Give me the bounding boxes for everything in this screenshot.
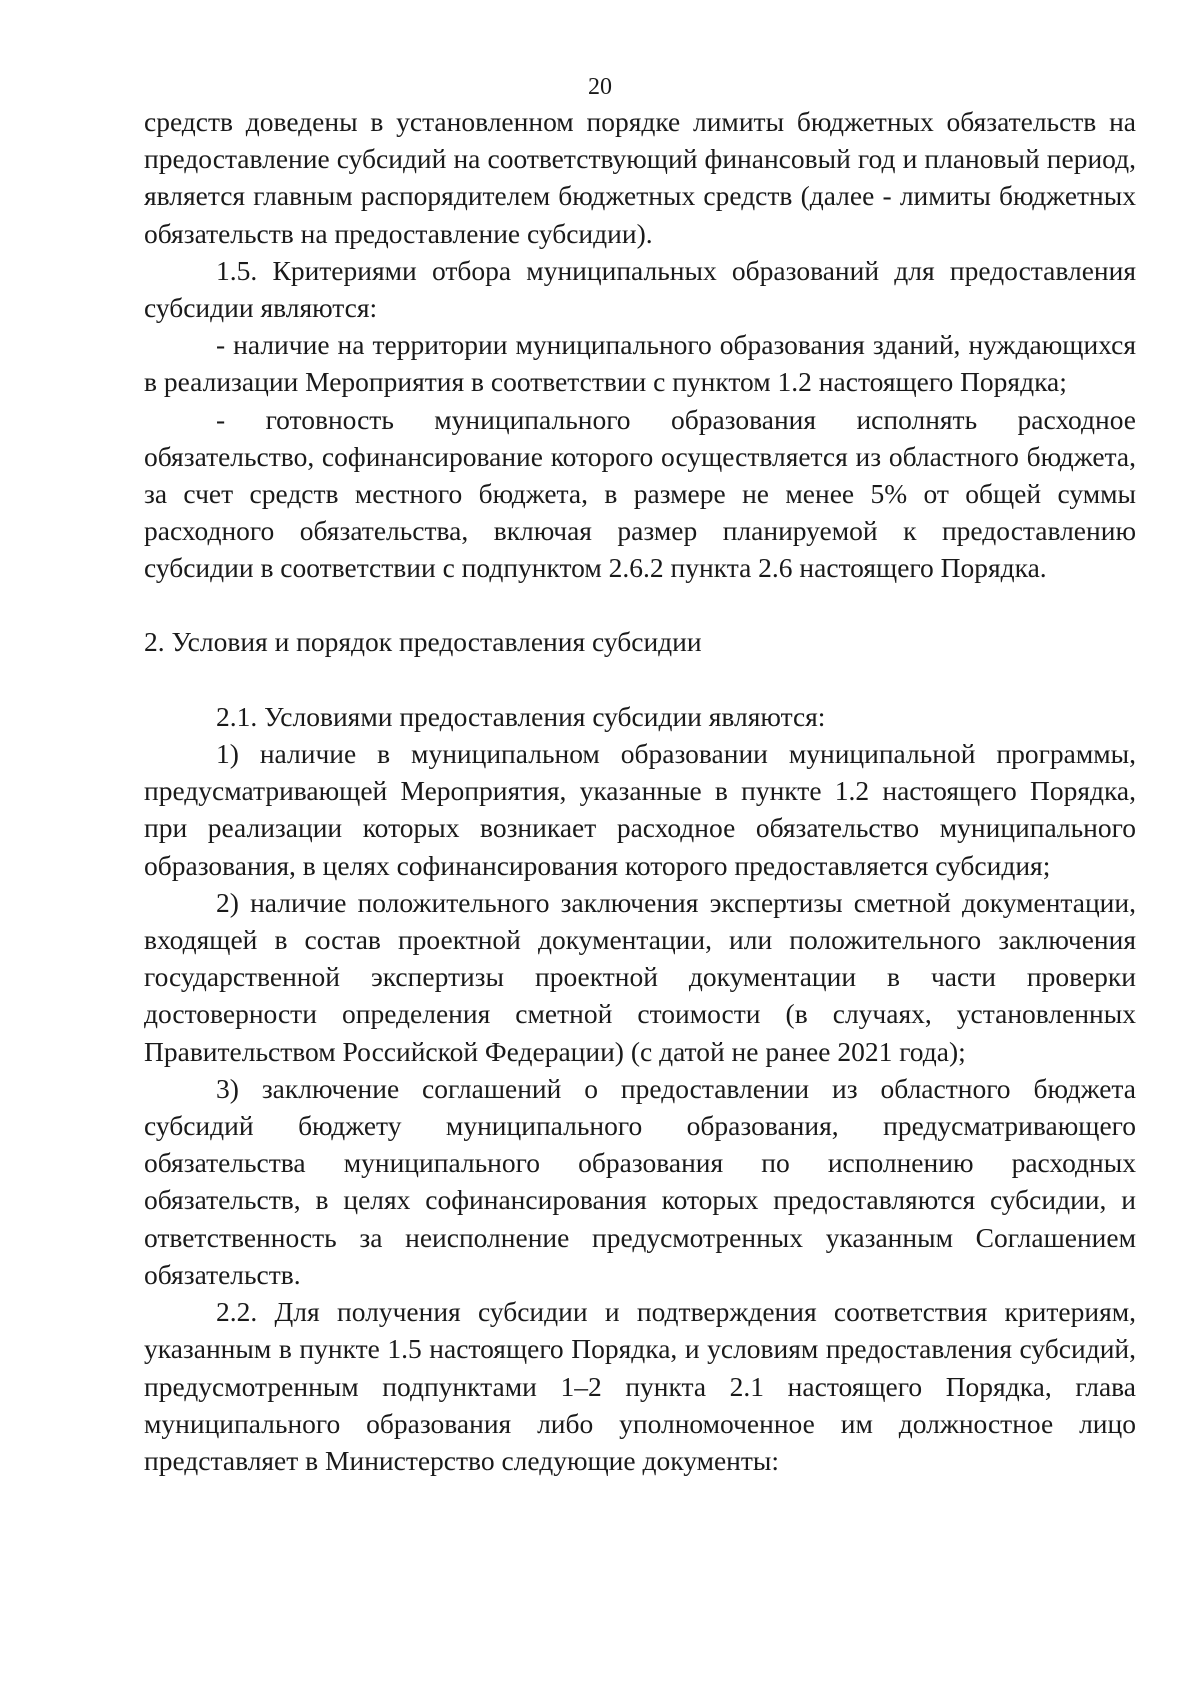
document-body [144, 103, 1136, 1479]
paragraph-2-1-conditions: 2.1. Условиями предоставления субсидии являются: [216, 700, 826, 732]
list-item-condition-3: 3) заключение соглашений о предоставлении из областного бюджета субсидий бюджету муниципального образования, предусматривающего обязательства муниципального образования по исполнению расходных обязательств, в целях софинансирования которых предоставляются субсидии, и ответственность за неисполнение предусмотренных указанным Соглашением обязательств. [144, 1072, 1136, 1290]
list-item-criterion-readiness: - готовность муниципального образования исполнять расходное обязательство, софинансирование которого осуществляется из областного бюджета, за счет средств местного бюджета, в размере не менее 5% от общей суммы расходного обязательства, включая размер планируемой к предоставлению субсидии в соответствии с подпунктом 2.6.2 пункта 2.6 настоящего Порядка. [144, 403, 1136, 584]
paragraph-2-2-documents: 2.2. Для получения субсидии и подтверждения соответствия критериям, указанным в пункте 1.5 настоящего Порядка, и условиям предоставления субсидий, предусмотренным подпунктами 1–2 пункта 2.1 настоящего Порядка, глава муниципального образования либо уполномоченное им должностное лицо представляет в Министерство следующие документы: [144, 1296, 1136, 1476]
list-item-condition-1: 1) наличие в муниципальном образовании муниципальной программы, предусматривающей Мероприятия, указанные в пункте 1.2 настоящего Порядка, при реализации которых возникает расходное обязательство муниципального образования, в целях софинансирования которого предоставляется субсидия; [144, 738, 1136, 881]
paragraph-1-5-criteria: 1.5. Критериями отбора муниципальных образований для предоставления субсидии являются: [144, 254, 1136, 324]
paragraph-continuation: средств доведены в установленном порядке лимиты бюджетных обязательств на предоставление субсидий на соответствующий финансовый год и плановый период, является главным распорядителем бюджетных средств (далее - лимиты бюджетных обязательств на предоставление субсидии). [144, 106, 1136, 249]
list-item-criterion-buildings: - наличие на территории муниципального образования зданий, нуждающихся в реализации Мероприятия в соответствии с пунктом 1.2 настоящего Порядка; [144, 329, 1136, 398]
section-heading: 2. Условия и порядок предоставления субсидии [144, 625, 702, 657]
page-number: 20 [588, 74, 612, 100]
list-item-condition-2: 2) наличие положительного заключения экспертизы сметной документации, входящей в состав проектной документации, или положительного заключения государственной экспертизы проектной документации в части проверки достоверности определения сметной стоимости (в случаях, установленных Правительством Российской Федерации) (с датой не ранее 2021 года); [144, 886, 1136, 1067]
